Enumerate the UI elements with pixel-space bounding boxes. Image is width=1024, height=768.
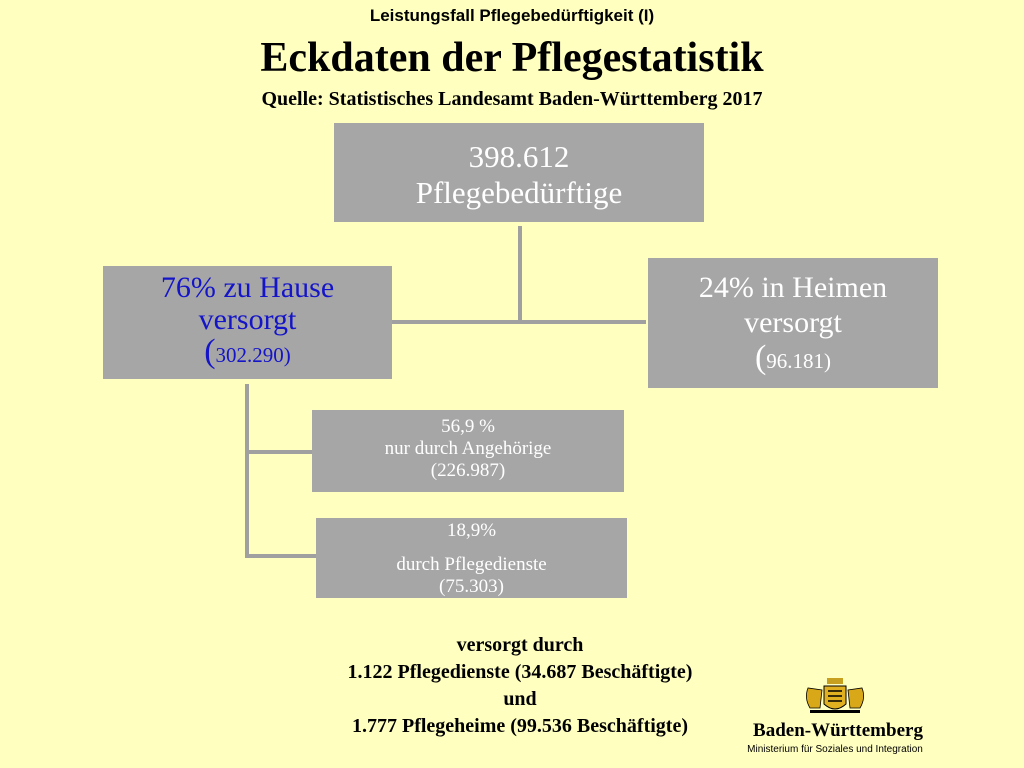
services-label: durch Pflegedienste <box>396 554 547 575</box>
home-line2: versorgt <box>198 303 297 336</box>
summary-text <box>270 632 770 740</box>
heim-count: 96.181) <box>766 349 832 373</box>
connector-to-relatives <box>245 450 312 454</box>
relatives-box <box>312 410 624 492</box>
total-box <box>334 123 704 222</box>
home-care-box <box>103 266 392 379</box>
nursing-home-box <box>648 258 938 388</box>
home-line1: 76% zu Hause <box>160 271 335 304</box>
connector-total-down <box>518 226 522 323</box>
logo-name: Baden-Württemberg <box>753 720 923 741</box>
home-paren: ( <box>204 333 216 370</box>
home-count: 302.290) <box>215 343 291 367</box>
services-count: (75.303) <box>439 576 504 597</box>
heim-line2: versorgt <box>744 306 842 339</box>
total-label: Pflegebedürftige <box>415 175 623 210</box>
summary-line4: 1.777 Pflegeheime (99.536 Beschäftigte) <box>351 715 688 737</box>
relatives-pct: 56,9 % <box>441 416 495 437</box>
services-pct: 18,9% <box>446 520 497 541</box>
slide-title: Eckdaten der Pflegestatistik <box>260 35 764 81</box>
home-count-line <box>103 333 392 371</box>
ministry-logo <box>740 676 940 766</box>
care-services-box <box>316 518 627 598</box>
summary-line2: 1.122 Pflegedienste (34.687 Beschäftigte) <box>347 661 693 683</box>
relatives-label: nur durch Angehörige <box>384 438 552 459</box>
source-line: Quelle: Statistisches Landesamt Baden-Württemberg 2017 <box>261 88 763 110</box>
connector-horizontal <box>392 320 646 324</box>
connector-to-services <box>245 554 316 558</box>
connector-home-down <box>245 384 249 557</box>
summary-line1: versorgt durch <box>456 634 584 656</box>
heim-paren: ( <box>754 339 767 376</box>
heim-line1: 24% in Heimen <box>698 271 888 304</box>
relatives-count: (226.987) <box>430 460 506 481</box>
total-value: 398.612 <box>468 139 570 174</box>
summary-line3: und <box>503 688 537 710</box>
heim-count-line <box>648 340 938 379</box>
logo-subtitle: Ministerium für Soziales und Integration <box>747 744 923 755</box>
state-coat-of-arms-icon <box>800 676 870 718</box>
slide-supertitle: Leistungsfall Pflegebedürftigkeit (I) <box>369 6 655 25</box>
